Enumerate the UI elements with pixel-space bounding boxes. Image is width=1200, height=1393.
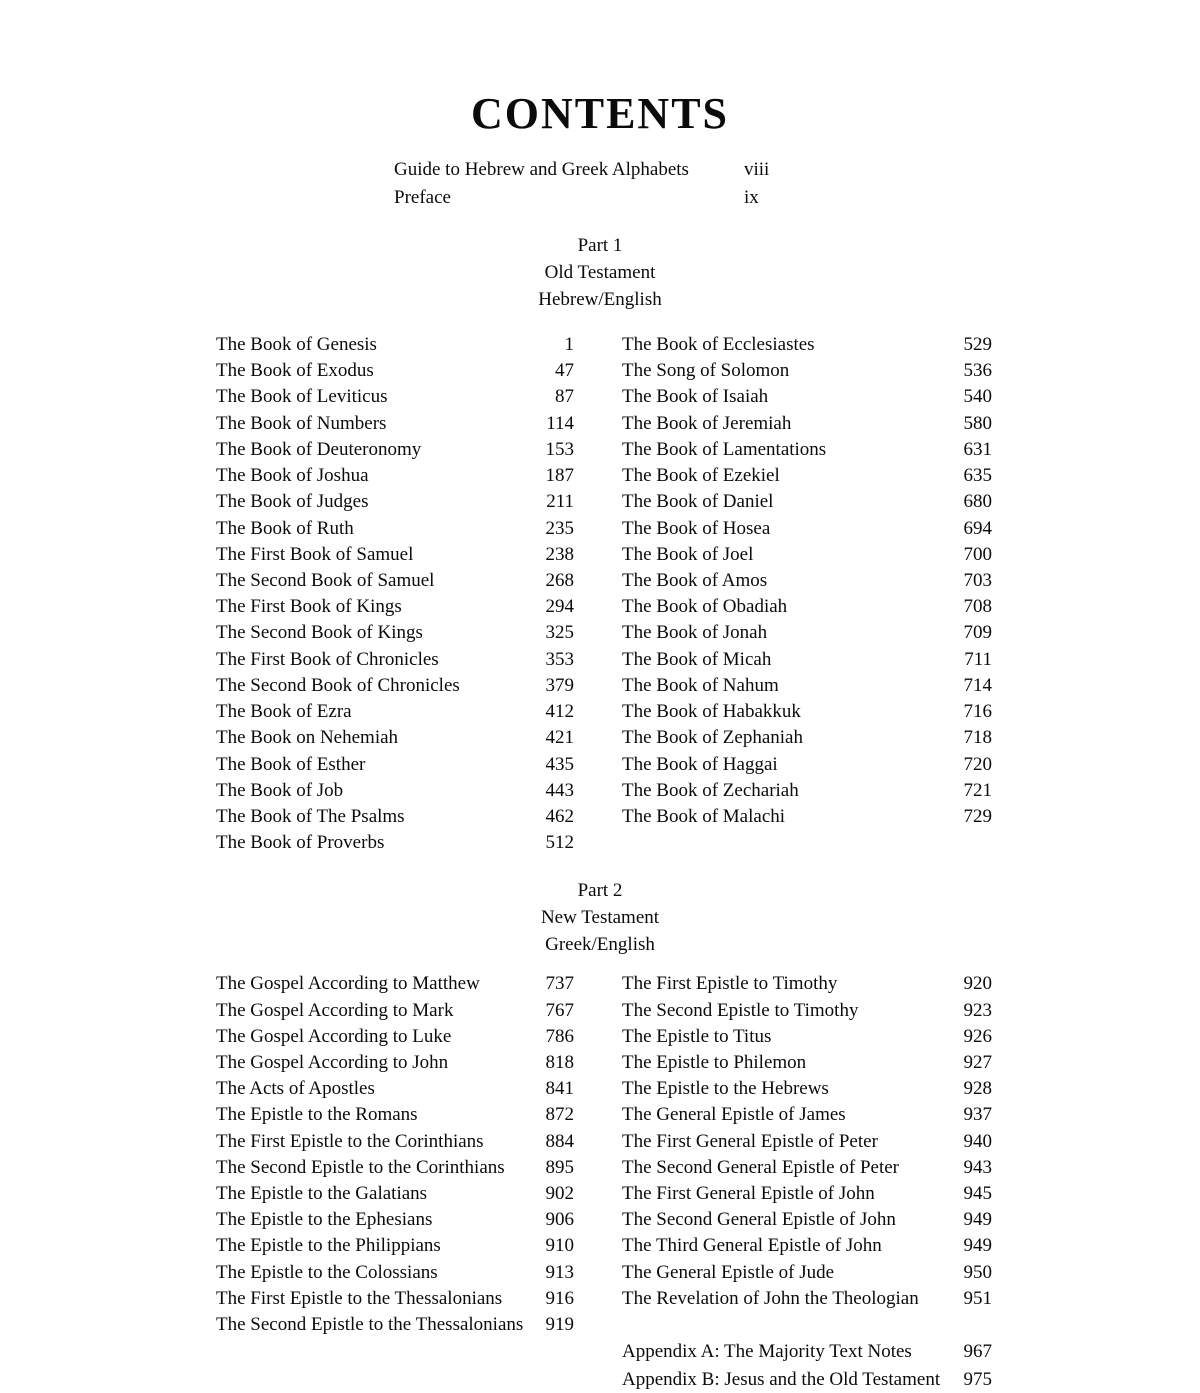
part-2-testament: New Testament [540, 907, 660, 929]
toc-entry-page: 536 [963, 360, 992, 382]
toc-entry-title: The Third General Epistle of John [622, 1235, 882, 1257]
toc-entry [622, 804, 992, 830]
toc-entry [622, 1102, 992, 1128]
toc-entry [622, 673, 992, 699]
toc-entry [622, 332, 992, 358]
toc-entry [216, 830, 574, 856]
toc-entry-title: The Book of Esther [216, 753, 366, 775]
toc-entry-page: 187 [545, 465, 574, 487]
toc-entry-title: The Gospel According to Mark [216, 999, 454, 1021]
toc-entry [216, 1024, 574, 1050]
toc-entry [216, 804, 574, 830]
part-1-testament: Old Testament [544, 262, 656, 284]
toc-entry [622, 568, 992, 594]
toc-entry-page: 949 [963, 1235, 992, 1257]
frontmatter-label: Preface [394, 186, 451, 208]
toc-entry-page: 841 [545, 1078, 574, 1100]
appendix-entry-page: 967 [963, 1341, 992, 1363]
toc-entry-page: 940 [963, 1130, 992, 1152]
toc-entry-page: 47 [555, 360, 574, 382]
toc-entry-title: The Book of Ezekiel [622, 465, 780, 487]
toc-entry-title: The Second Book of Kings [216, 622, 423, 644]
toc-entry-page: 711 [964, 648, 992, 670]
frontmatter-page: ix [744, 186, 759, 208]
toc-entry [622, 1233, 992, 1259]
toc-entry [216, 1286, 574, 1312]
toc-entry-title: The General Epistle of James [622, 1104, 846, 1126]
toc-entry-page: 737 [545, 973, 574, 995]
toc-entry [216, 358, 574, 384]
toc-entry-page: 153 [545, 438, 574, 460]
frontmatter-page: viii [744, 159, 770, 180]
toc-entry-title: The Second Epistle to the Corinthians [216, 1156, 505, 1178]
toc-entry-title: The Revelation of John the Theologian [622, 1287, 919, 1309]
toc-entry-page: 786 [545, 1025, 574, 1047]
toc-entry-page: 680 [963, 491, 992, 513]
toc-entry [622, 516, 992, 542]
toc-entry-page: 937 [963, 1104, 992, 1126]
toc-entry-title: The Book on Nehemiah [216, 727, 399, 749]
toc-entry-page: 87 [555, 386, 574, 408]
toc-entry-title: The Book of Joshua [216, 465, 369, 487]
toc-entry-page: 540 [963, 386, 992, 408]
part-1-heading [0, 233, 1200, 314]
frontmatter-row [0, 184, 1200, 212]
toc-entry-page: 926 [963, 1025, 992, 1047]
toc-entry-page: 435 [545, 753, 574, 775]
contents-page [0, 89, 1200, 1390]
toc-entry-page: 709 [963, 622, 992, 644]
toc-entry-title: The Second Book of Samuel [216, 569, 435, 591]
toc-entry-page: 694 [963, 517, 992, 539]
toc-entry-page: 720 [963, 753, 992, 775]
toc-entry [622, 699, 992, 725]
toc-entry-title: The Book of Numbers [216, 412, 387, 434]
toc-entry-title: The Second Epistle to the Thessalonians [216, 1314, 524, 1336]
toc-entry [622, 489, 992, 515]
toc-entry [216, 463, 574, 489]
toc-entry-page: 114 [546, 412, 574, 434]
part-2-columns [0, 971, 1200, 1393]
toc-entry-page: 818 [545, 1051, 574, 1073]
toc-entry-title: The Song of Solomon [622, 360, 790, 382]
toc-entry-page: 294 [545, 596, 574, 618]
toc-entry-title: The Book of Nahum [622, 674, 779, 696]
part-1-label: Part 1 [577, 235, 623, 257]
frontmatter-list [0, 156, 1200, 211]
toc-entry [216, 1102, 574, 1128]
toc-entry-page: 950 [963, 1261, 992, 1283]
toc-entry-title: The Book of The Psalms [216, 805, 405, 827]
toc-entry-page: 708 [963, 596, 992, 618]
toc-entry-title: The Gospel According to Luke [216, 1025, 452, 1047]
toc-entry-title: The First General Epistle of Peter [622, 1130, 878, 1152]
toc-entry [622, 384, 992, 410]
toc-entry-title: The Gospel According to Matthew [216, 973, 480, 995]
toc-entry-title: The Book of Judges [216, 491, 369, 513]
toc-entry-page: 211 [546, 491, 574, 513]
toc-entry-title: The Book of Daniel [622, 491, 774, 513]
toc-entry [216, 673, 574, 699]
toc-entry [216, 437, 574, 463]
toc-entry-title: The Book of Deuteronomy [216, 438, 422, 460]
toc-entry-page: 529 [963, 334, 992, 355]
toc-entry [622, 998, 992, 1024]
toc-entry-page: 462 [545, 805, 574, 827]
toc-entry-page: 703 [963, 569, 992, 591]
toc-entry [622, 437, 992, 463]
toc-entry [216, 1181, 574, 1207]
toc-entry-title: The General Epistle of Jude [622, 1261, 835, 1283]
toc-entry-page: 718 [963, 727, 992, 749]
toc-entry [216, 332, 574, 358]
appendix-entry-title: Appendix B: Jesus and the Old Testament [622, 1368, 941, 1390]
toc-entry-page: 919 [545, 1314, 574, 1336]
toc-entry-page: 421 [545, 727, 574, 749]
toc-entry [216, 1050, 574, 1076]
toc-entry-page: 379 [545, 674, 574, 696]
part-2-heading [0, 878, 1200, 959]
toc-entry [622, 971, 992, 997]
part-2-left-column [216, 971, 574, 1393]
toc-entry-title: The Book of Zephaniah [622, 727, 803, 749]
toc-entry-title: The Book of Hosea [622, 517, 771, 539]
toc-entry-title: The Epistle to Titus [622, 1025, 772, 1047]
toc-entry-title: The First General Epistle of John [622, 1183, 875, 1205]
toc-entry-title: The Epistle to the Hebrews [622, 1078, 829, 1100]
toc-entry-title: The Book of Zechariah [622, 779, 799, 801]
toc-entry [216, 1076, 574, 1102]
toc-entry-page: 729 [963, 805, 992, 827]
toc-entry-page: 906 [545, 1209, 574, 1231]
toc-entry-title: The Book of Joel [622, 543, 754, 565]
part-1-languages: Hebrew/English [538, 289, 662, 311]
part-2-label: Part 2 [577, 880, 623, 902]
toc-entry-title: The Book of Jonah [622, 622, 768, 644]
toc-entry-page: 923 [963, 999, 992, 1021]
toc-entry [622, 463, 992, 489]
toc-entry-title: The Second Epistle to Timothy [622, 999, 859, 1021]
toc-entry-title: The Epistle to the Ephesians [216, 1209, 433, 1231]
toc-entry-page: 943 [963, 1156, 992, 1178]
toc-entry [216, 1260, 574, 1286]
toc-entry [622, 1155, 992, 1181]
toc-entry [216, 411, 574, 437]
toc-entry-title: The Book of Genesis [216, 334, 377, 355]
toc-entry-page: 700 [963, 543, 992, 565]
toc-entry [622, 1050, 992, 1076]
toc-entry-page: 235 [545, 517, 574, 539]
appendix-entry [622, 1366, 992, 1393]
toc-entry [216, 647, 574, 673]
toc-entry-title: The Epistle to Philemon [622, 1051, 807, 1073]
toc-entry-title: The First Epistle to the Thessalonians [216, 1287, 503, 1309]
toc-entry-page: 238 [545, 543, 574, 565]
toc-entry [622, 1207, 992, 1233]
toc-entry-page: 721 [963, 779, 992, 801]
part-2-languages: Greek/English [545, 934, 655, 956]
toc-entry-title: The Book of Malachi [622, 805, 786, 827]
toc-entry-page: 635 [963, 465, 992, 487]
toc-entry-title: The Book of Exodus [216, 360, 374, 382]
toc-entry [622, 1260, 992, 1286]
toc-entry-page: 716 [963, 701, 992, 723]
toc-entry-page: 945 [963, 1183, 992, 1205]
toc-entry-page: 884 [545, 1130, 574, 1152]
toc-entry-page: 631 [963, 438, 992, 460]
page-title: CONTENTS [470, 89, 730, 138]
toc-entry [216, 1312, 574, 1338]
toc-entry [216, 1129, 574, 1155]
toc-entry-title: The Book of Lamentations [622, 438, 827, 460]
part-1-left-column [216, 332, 574, 856]
toc-entry-page: 353 [545, 648, 574, 670]
toc-entry-page: 872 [545, 1104, 574, 1126]
toc-entry-title: The Epistle to the Colossians [216, 1261, 438, 1283]
toc-entry-title: The Book of Amos [622, 569, 768, 591]
toc-entry-page: 767 [545, 999, 574, 1021]
toc-entry-title: The Book of Leviticus [216, 386, 388, 408]
toc-entry [622, 620, 992, 646]
frontmatter-row [0, 156, 1200, 184]
toc-entry [622, 752, 992, 778]
toc-entry-page: 916 [545, 1287, 574, 1309]
toc-entry-page: 714 [963, 674, 992, 696]
toc-entry-title: The Book of Obadiah [622, 596, 788, 618]
toc-entry [622, 358, 992, 384]
toc-entry-title: The Epistle to the Galatians [216, 1183, 428, 1205]
toc-entry-title: The Book of Haggai [622, 753, 778, 775]
toc-entry-page: 951 [963, 1287, 992, 1309]
toc-entry-title: The Book of Isaiah [622, 386, 769, 408]
part-1-columns [0, 332, 1200, 856]
toc-entry [216, 725, 574, 751]
toc-entry-title: The Book of Jeremiah [622, 412, 792, 434]
toc-entry-title: The Book of Ecclesiastes [622, 334, 815, 355]
toc-entry-page: 949 [963, 1209, 992, 1231]
appendix-entry-title: Appendix A: The Majority Text Notes [622, 1341, 912, 1363]
toc-entry [216, 620, 574, 646]
toc-entry-title: The Book of Job [216, 779, 344, 801]
toc-entry-page: 580 [963, 412, 992, 434]
toc-entry [622, 1181, 992, 1207]
toc-entry-page: 268 [545, 569, 574, 591]
toc-entry-title: The Epistle to the Romans [216, 1104, 418, 1126]
toc-entry [216, 516, 574, 542]
appendix-entry [622, 1338, 992, 1366]
toc-entry-title: The Second General Epistle of John [622, 1209, 896, 1231]
toc-entry-page: 920 [963, 973, 992, 995]
toc-entry [216, 752, 574, 778]
toc-entry [216, 1233, 574, 1259]
part-2-right-column [622, 971, 992, 1393]
toc-entry-page: 1 [564, 334, 574, 355]
toc-entry [216, 998, 574, 1024]
toc-entry [622, 725, 992, 751]
appendix-list [622, 1338, 992, 1393]
appendix-entry-page: 975 [963, 1368, 992, 1390]
toc-entry-page: 895 [545, 1156, 574, 1178]
toc-entry-page: 902 [545, 1183, 574, 1205]
toc-entry-page: 443 [545, 779, 574, 801]
toc-entry-page: 928 [963, 1078, 992, 1100]
toc-entry-page: 927 [963, 1051, 992, 1073]
toc-entry-page: 325 [545, 622, 574, 644]
toc-entry-title: The Book of Habakkuk [622, 701, 801, 723]
toc-entry [216, 542, 574, 568]
toc-entry [216, 489, 574, 515]
toc-entry [622, 1076, 992, 1102]
toc-entry-title: The First Book of Chronicles [216, 648, 439, 670]
toc-entry [216, 1155, 574, 1181]
toc-entry-title: The First Book of Kings [216, 596, 402, 618]
toc-entry-title: The Book of Ezra [216, 701, 352, 723]
toc-entry [216, 568, 574, 594]
toc-entry-title: The Gospel According to John [216, 1051, 449, 1073]
toc-entry [622, 647, 992, 673]
toc-entry [622, 1286, 992, 1312]
toc-entry [622, 542, 992, 568]
toc-entry-title: The Second General Epistle of Peter [622, 1156, 899, 1178]
toc-entry-page: 412 [545, 701, 574, 723]
toc-entry [622, 411, 992, 437]
toc-entry [216, 971, 574, 997]
toc-entry-title: The Second Book of Chronicles [216, 674, 460, 696]
toc-entry [622, 1024, 992, 1050]
toc-entry-page: 512 [545, 832, 574, 854]
frontmatter-label: Guide to Hebrew and Greek Alphabets [394, 159, 689, 180]
toc-entry-title: The First Book of Samuel [216, 543, 414, 565]
part-1-right-column [622, 332, 992, 856]
toc-entry-title: The Epistle to the Philippians [216, 1235, 441, 1257]
toc-entry [622, 594, 992, 620]
toc-entry [216, 699, 574, 725]
toc-entry-title: The Acts of Apostles [216, 1078, 375, 1100]
toc-entry-title: The Book of Proverbs [216, 832, 385, 854]
toc-entry-page: 913 [545, 1261, 574, 1283]
toc-entry [622, 778, 992, 804]
toc-entry [216, 384, 574, 410]
toc-entry [622, 1129, 992, 1155]
toc-entry-title: The First Epistle to Timothy [622, 973, 838, 995]
toc-entry-page: 910 [545, 1235, 574, 1257]
toc-entry [216, 1207, 574, 1233]
toc-entry-title: The Book of Micah [622, 648, 772, 670]
toc-entry [216, 594, 574, 620]
toc-entry-title: The Book of Ruth [216, 517, 354, 539]
toc-entry-title: The First Epistle to the Corinthians [216, 1130, 484, 1152]
toc-entry [216, 778, 574, 804]
